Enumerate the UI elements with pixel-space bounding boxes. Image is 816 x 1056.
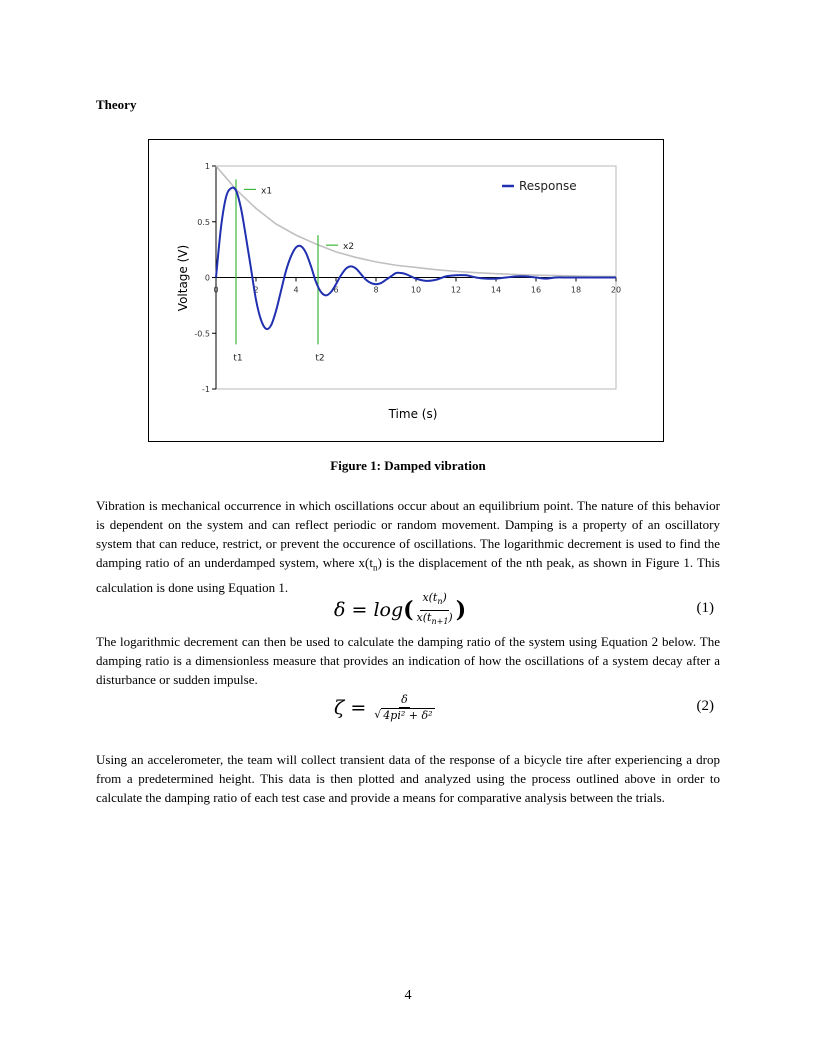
- x-tick-label: 2: [253, 285, 259, 295]
- x-tick-label: 12: [450, 285, 462, 295]
- legend-label: Response: [519, 179, 577, 193]
- equation-1-numerator: [420, 591, 448, 610]
- y-tick-label: 0: [204, 273, 210, 283]
- equation-1-denominator: [415, 611, 455, 629]
- eq1-num-text: x(t: [422, 591, 438, 605]
- eq1-den-close: ): [448, 610, 453, 624]
- eq1-den-text: x(t: [416, 610, 432, 624]
- paragraph-1-text: Vibration is mechanical occurrence in which oscillations occur about an equilibrium point. The nature of this behavior is dependent on the system and can reflect periodic or random movement. Damping is a property of an oscillatory system that can reduce, restrict, or prevent the occurence of oscillations. The logarithmic decrement is used to find the damping ratio of an underdamped system, where x(t: [96, 498, 720, 570]
- response-series: [216, 188, 616, 329]
- eq1-num-close: ): [442, 591, 447, 605]
- y-tick-label: -0.5: [194, 329, 210, 339]
- x-tick-label: 4: [293, 285, 299, 295]
- equation-2-denominator: [372, 708, 436, 723]
- equation-2-number: (2): [696, 698, 714, 714]
- x-tick-label: 0: [213, 285, 219, 295]
- equation-2-numerator: δ: [401, 693, 408, 706]
- equation-2-lhs: ζ =: [334, 697, 367, 719]
- x-axis-label: Time (s): [388, 407, 438, 421]
- equation-1-close-paren: ): [455, 597, 467, 623]
- equation-1-lhs: δ = log: [334, 599, 404, 621]
- eq1-den-sub: n+1: [431, 616, 449, 626]
- figure-frame: [148, 139, 664, 442]
- page-number: 4: [404, 988, 412, 1003]
- paragraph-1-end: ) is the displacement of the nth peak, as shown in Figure 1. This calculation is done using Equation 1.: [96, 555, 720, 595]
- response-line: [216, 188, 616, 329]
- paragraph-1: [96, 496, 720, 597]
- radical-sign: √: [374, 708, 382, 721]
- chart-legend: [502, 179, 577, 193]
- x-tick-label: 16: [530, 285, 542, 295]
- section-heading: Theory: [96, 97, 137, 112]
- paragraph-1-subscript: n: [372, 562, 378, 573]
- equation-1-open-paren: (: [403, 597, 414, 623]
- eq1-num-sub: n: [437, 597, 443, 607]
- radicand: 4pi² + δ²: [383, 709, 433, 722]
- damped-vibration-chart: [149, 140, 663, 441]
- figure-caption: Figure 1: Damped vibration: [330, 458, 486, 473]
- x-tick-label: 14: [490, 285, 502, 295]
- y-axis-label: Voltage (V): [176, 244, 190, 312]
- x-tick-label: 10: [410, 285, 422, 295]
- equation-1-body: [334, 590, 466, 630]
- peak-label-top: x2: [343, 242, 355, 253]
- equation-1-number: (1): [696, 600, 714, 616]
- y-tick-label: 1: [204, 162, 210, 171]
- y-tick-label: -1: [202, 385, 210, 394]
- x-tick-label: 8: [373, 285, 379, 295]
- paragraph-3: Using an accelerometer, the team will collect transient data of the response of a bicycle tire after experiencing a drop from a predetermined height. This data is then plotted and analyzed using the process outlined above in order to calculate the damping ratio of each test case and provide a means for comparative analysis between the trials.: [96, 752, 720, 805]
- paragraph-2: The logarithmic decrement can then be used to calculate the damping ratio of the system using Equation 2 below. The damping ratio is a dimensionless measure that provides an indication of how the oscillations of a system decay after a disturbance or sudden impulse.: [96, 634, 720, 687]
- equation-2: [96, 688, 720, 728]
- x-tick-label: 6: [333, 285, 339, 295]
- peak-label-bottom: t2: [315, 353, 325, 364]
- peak-label-bottom: t1: [233, 353, 243, 364]
- equation-1: [96, 590, 720, 630]
- equation-2-fraction: [372, 693, 436, 723]
- equation-1-fraction: [415, 591, 455, 628]
- square-root: [374, 708, 434, 723]
- x-tick-label: 20: [610, 285, 622, 295]
- equation-2-body: [334, 688, 438, 728]
- peak-label-top: x1: [261, 186, 273, 197]
- y-tick-label: 0.5: [197, 217, 210, 227]
- x-tick-label: 18: [570, 285, 582, 295]
